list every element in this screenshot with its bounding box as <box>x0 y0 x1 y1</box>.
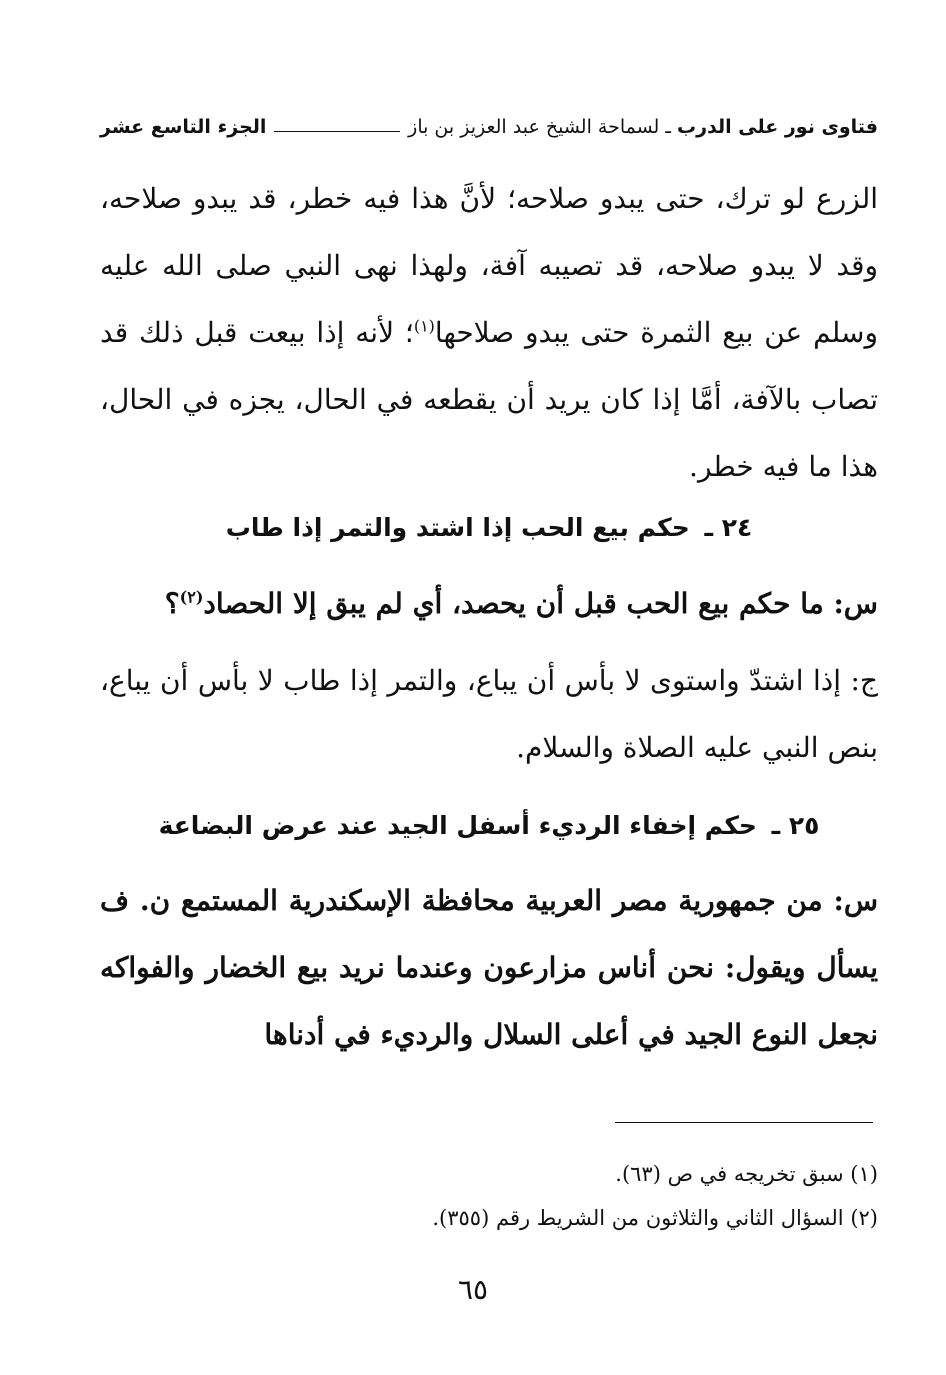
footnote-ref-1[interactable]: (١) <box>413 316 435 336</box>
footnote-1: (١) سبق تخريجه في ص (٦٣). <box>615 1162 878 1186</box>
header-rule <box>274 131 400 132</box>
section-24-question <box>100 570 878 637</box>
footnote-ref-2[interactable]: (٢) <box>179 587 204 607</box>
section-24-answer <box>100 647 878 781</box>
intro-paragraph <box>100 165 878 500</box>
section-25-heading <box>100 806 878 846</box>
header-book-title: فتاوى نور على الدرب ـ لسماحة الشيخ عبد العزيز بن باز <box>408 116 878 138</box>
footnote-separator <box>615 1122 873 1123</box>
footnotes <box>100 1152 878 1240</box>
header-author: ـ لسماحة الشيخ عبد العزيز بن باز <box>408 116 671 138</box>
question-25-text: س: من جمهورية مصر العربية محافظة الإسكندرية المستمع ن. ف يسأل ويقول: نحن أناس مزارعون وعندما نريد بيع الخضار والفواكه نجعل النوع الجيد في أعلى السلال والرديء في أدناها <box>100 884 878 1051</box>
running-header <box>100 110 878 144</box>
question-24-end: ؟ <box>164 587 180 620</box>
section-25-question <box>100 867 878 1068</box>
header-part: الجزء التاسع عشر <box>100 116 267 138</box>
answer-24-text: ج: إذا اشتدّ واستوى لا بأس أن يباع، والتمر إذا طاب لا بأس أن يباع، بنص النبي عليه الصلاة والسلام. <box>100 664 878 764</box>
question-24-text: س: ما حكم بيع الحب قبل أن يحصد، أي لم يبق إلا الحصاد <box>203 587 878 620</box>
page-number: ٦٥ <box>457 1273 489 1306</box>
section-24-title: حكم بيع الحب إذا اشتد والتمر إذا طاب <box>225 513 690 542</box>
section-25-number: ٢٥ ـ <box>771 811 820 840</box>
section-24-heading <box>100 508 878 548</box>
section-24-number: ٢٤ ـ <box>704 513 753 542</box>
section-25-title: حكم إخفاء الرديء أسفل الجيد عند عرض البضاعة <box>158 811 757 840</box>
intro-text: الزرع لو ترك، حتى يبدو صلاحه؛ لأنَّ هذا فيه خطر، قد يبدو صلاحه، وقد لا يبدو صلاحه، قد تصيبه آفة، ولهذا نهى النبي صلى الله عليه وسلم عن بيع الثمرة حتى يبدو صلاحها$^{(١)}$؛ لأنه إذا بيعت قبل ذلك قد تصاب بالآفة، أمَّا إذا كان يريد أن يقطعه في الحال، يجزه في الحال، هذا ما فيه خطر. <box>100 182 878 483</box>
footnote-2: (٢) السؤال الثاني والثلاثون من الشريط رقم (٣٥٥). <box>432 1206 878 1230</box>
